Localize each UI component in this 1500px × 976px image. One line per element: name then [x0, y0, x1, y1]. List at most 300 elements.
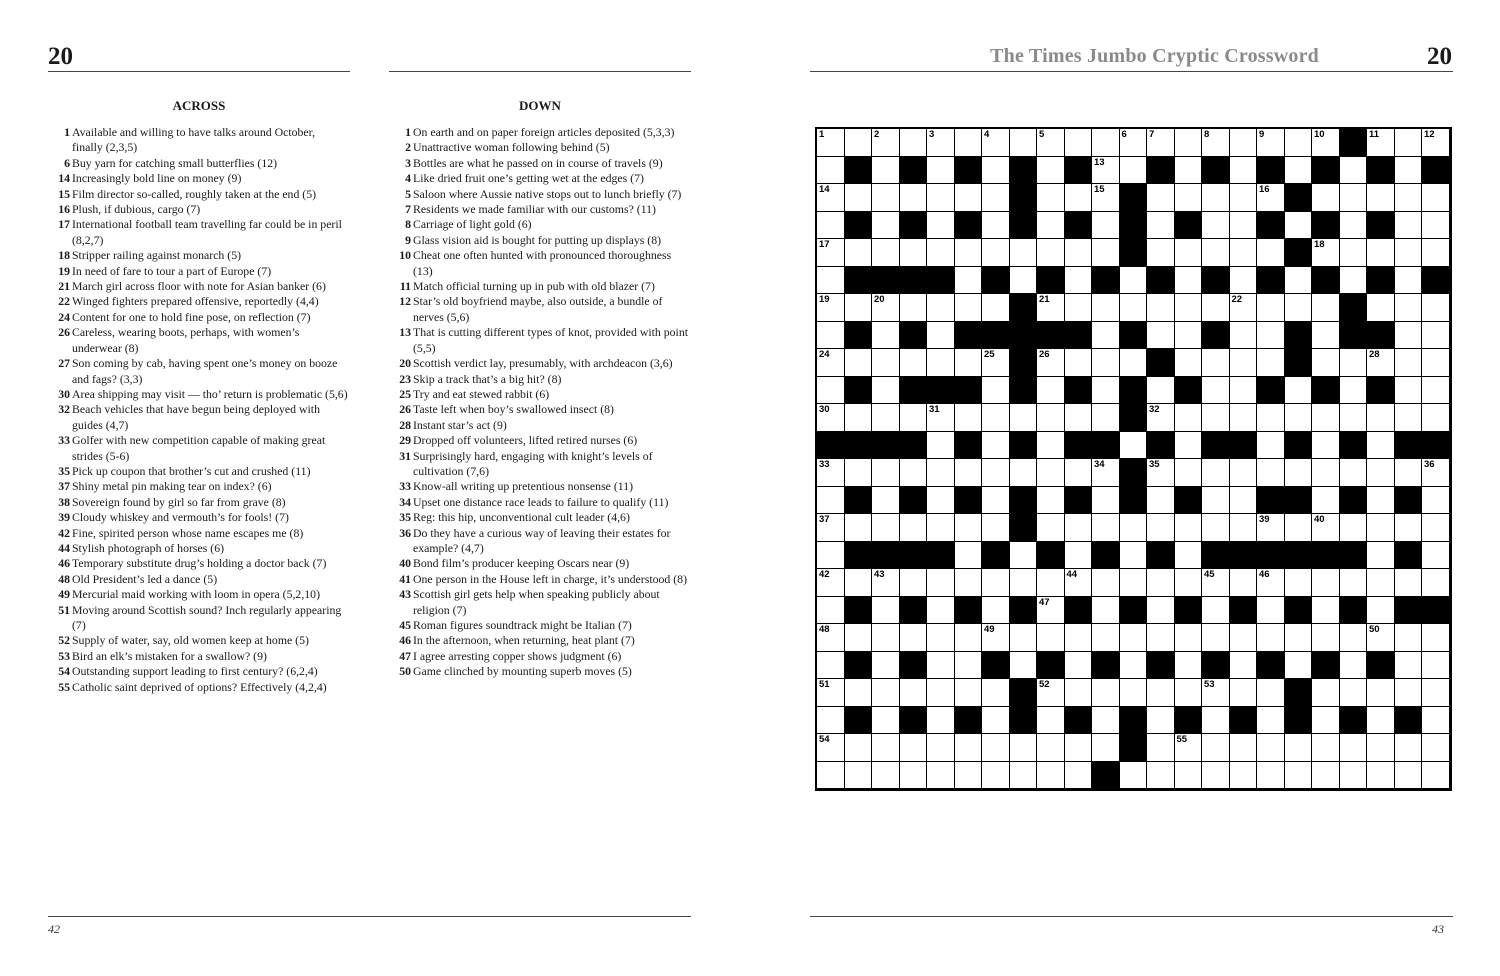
grid-cell[interactable]	[1230, 322, 1258, 350]
grid-cell[interactable]	[1395, 624, 1423, 652]
grid-cell[interactable]	[982, 404, 1010, 432]
grid-cell[interactable]	[872, 734, 900, 762]
grid-cell[interactable]	[1147, 679, 1175, 707]
grid-cell[interactable]	[872, 184, 900, 212]
grid-cell[interactable]	[1312, 322, 1340, 350]
grid-cell[interactable]	[1367, 404, 1395, 432]
grid-cell[interactable]	[982, 157, 1010, 185]
grid-cell[interactable]	[872, 514, 900, 542]
grid-cell[interactable]	[900, 459, 928, 487]
grid-cell[interactable]	[1175, 762, 1203, 790]
grid-cell[interactable]	[900, 569, 928, 597]
grid-cell[interactable]	[1340, 514, 1368, 542]
grid-cell[interactable]	[1037, 514, 1065, 542]
grid-cell[interactable]	[1422, 459, 1450, 487]
grid-cell[interactable]	[1010, 239, 1038, 267]
grid-cell[interactable]	[817, 569, 845, 597]
grid-cell[interactable]	[845, 239, 873, 267]
grid-cell[interactable]	[1312, 514, 1340, 542]
grid-cell[interactable]	[1395, 294, 1423, 322]
grid-cell[interactable]	[1285, 294, 1313, 322]
grid-cell[interactable]	[927, 707, 955, 735]
grid-cell[interactable]	[1065, 542, 1093, 570]
grid-cell[interactable]	[1202, 707, 1230, 735]
grid-cell[interactable]	[982, 762, 1010, 790]
grid-cell[interactable]	[1175, 322, 1203, 350]
grid-cell[interactable]	[1422, 542, 1450, 570]
grid-cell[interactable]	[872, 679, 900, 707]
grid-cell[interactable]	[982, 487, 1010, 515]
grid-cell[interactable]	[927, 597, 955, 625]
grid-cell[interactable]	[817, 652, 845, 680]
grid-cell[interactable]	[1395, 734, 1423, 762]
grid-cell[interactable]	[955, 294, 983, 322]
grid-cell[interactable]	[1037, 707, 1065, 735]
grid-cell[interactable]	[1230, 239, 1258, 267]
grid-cell[interactable]	[1202, 762, 1230, 790]
grid-cell[interactable]	[955, 542, 983, 570]
grid-cell[interactable]	[1010, 267, 1038, 295]
grid-cell[interactable]	[1340, 239, 1368, 267]
grid-cell[interactable]	[982, 129, 1010, 157]
grid-cell[interactable]	[1120, 157, 1148, 185]
grid-cell[interactable]	[1202, 404, 1230, 432]
grid-cell[interactable]	[1147, 129, 1175, 157]
grid-cell[interactable]	[1395, 404, 1423, 432]
grid-cell[interactable]	[1202, 294, 1230, 322]
grid-cell[interactable]	[1175, 267, 1203, 295]
grid-cell[interactable]	[1010, 652, 1038, 680]
grid-cell[interactable]	[1120, 294, 1148, 322]
grid-cell[interactable]	[845, 459, 873, 487]
grid-cell[interactable]	[1312, 184, 1340, 212]
grid-cell[interactable]	[1147, 239, 1175, 267]
grid-cell[interactable]	[1010, 569, 1038, 597]
grid-cell[interactable]	[927, 349, 955, 377]
grid-cell[interactable]	[982, 212, 1010, 240]
grid-cell[interactable]	[1175, 734, 1203, 762]
grid-cell[interactable]	[845, 679, 873, 707]
grid-cell[interactable]	[1037, 212, 1065, 240]
grid-cell[interactable]	[982, 624, 1010, 652]
grid-cell[interactable]	[1092, 184, 1120, 212]
grid-cell[interactable]	[817, 267, 845, 295]
grid-cell[interactable]	[872, 239, 900, 267]
grid-cell[interactable]	[1422, 377, 1450, 405]
grid-cell[interactable]	[1147, 322, 1175, 350]
grid-cell[interactable]	[817, 212, 845, 240]
grid-cell[interactable]	[982, 514, 1010, 542]
grid-cell[interactable]	[927, 652, 955, 680]
grid-cell[interactable]	[955, 404, 983, 432]
grid-cell[interactable]	[955, 129, 983, 157]
grid-cell[interactable]	[1202, 239, 1230, 267]
grid-cell[interactable]	[927, 679, 955, 707]
grid-cell[interactable]	[1065, 679, 1093, 707]
grid-cell[interactable]	[1422, 239, 1450, 267]
grid-cell[interactable]	[1147, 514, 1175, 542]
grid-cell[interactable]	[1422, 569, 1450, 597]
grid-cell[interactable]	[817, 294, 845, 322]
grid-cell[interactable]	[1395, 514, 1423, 542]
grid-cell[interactable]	[845, 569, 873, 597]
grid-cell[interactable]	[1340, 267, 1368, 295]
grid-cell[interactable]	[1092, 734, 1120, 762]
grid-cell[interactable]	[872, 624, 900, 652]
grid-cell[interactable]	[1065, 129, 1093, 157]
grid-cell[interactable]	[1395, 762, 1423, 790]
grid-cell[interactable]	[845, 349, 873, 377]
grid-cell[interactable]	[817, 542, 845, 570]
grid-cell[interactable]	[1092, 679, 1120, 707]
grid-cell[interactable]	[817, 377, 845, 405]
grid-cell[interactable]	[1395, 239, 1423, 267]
grid-cell[interactable]	[1175, 129, 1203, 157]
grid-cell[interactable]	[1285, 404, 1313, 432]
grid-cell[interactable]	[927, 129, 955, 157]
grid-cell[interactable]	[1340, 349, 1368, 377]
grid-cell[interactable]	[1312, 432, 1340, 460]
grid-cell[interactable]	[955, 514, 983, 542]
grid-cell[interactable]	[1395, 569, 1423, 597]
grid-cell[interactable]	[1422, 294, 1450, 322]
grid-cell[interactable]	[1422, 652, 1450, 680]
grid-cell[interactable]	[1065, 267, 1093, 295]
grid-cell[interactable]	[1340, 212, 1368, 240]
grid-cell[interactable]	[927, 404, 955, 432]
grid-cell[interactable]	[1395, 157, 1423, 185]
grid-cell[interactable]	[1230, 652, 1258, 680]
grid-cell[interactable]	[1037, 349, 1065, 377]
grid-cell[interactable]	[1395, 679, 1423, 707]
grid-cell[interactable]	[1340, 184, 1368, 212]
grid-cell[interactable]	[1147, 569, 1175, 597]
grid-cell[interactable]	[900, 294, 928, 322]
grid-cell[interactable]	[1202, 679, 1230, 707]
grid-cell[interactable]	[1147, 459, 1175, 487]
grid-cell[interactable]	[1257, 569, 1285, 597]
grid-cell[interactable]	[1120, 129, 1148, 157]
grid-cell[interactable]	[872, 569, 900, 597]
grid-cell[interactable]	[1037, 459, 1065, 487]
grid-cell[interactable]	[1367, 597, 1395, 625]
grid-cell[interactable]	[1312, 129, 1340, 157]
grid-cell[interactable]	[1202, 349, 1230, 377]
grid-cell[interactable]	[1285, 624, 1313, 652]
grid-cell[interactable]	[817, 707, 845, 735]
grid-cell[interactable]	[927, 294, 955, 322]
grid-cell[interactable]	[1367, 734, 1395, 762]
grid-cell[interactable]	[1422, 707, 1450, 735]
grid-cell[interactable]	[955, 184, 983, 212]
grid-cell[interactable]	[955, 349, 983, 377]
grid-cell[interactable]	[955, 267, 983, 295]
grid-cell[interactable]	[845, 294, 873, 322]
grid-cell[interactable]	[1010, 542, 1038, 570]
grid-cell[interactable]	[1285, 377, 1313, 405]
grid-cell[interactable]	[1037, 624, 1065, 652]
grid-cell[interactable]	[1367, 762, 1395, 790]
grid-cell[interactable]	[900, 762, 928, 790]
grid-cell[interactable]	[1257, 762, 1285, 790]
grid-cell[interactable]	[1230, 129, 1258, 157]
grid-cell[interactable]	[872, 652, 900, 680]
grid-cell[interactable]	[982, 184, 1010, 212]
grid-cell[interactable]	[1422, 322, 1450, 350]
grid-cell[interactable]	[900, 184, 928, 212]
grid-cell[interactable]	[1422, 184, 1450, 212]
grid-cell[interactable]	[1037, 157, 1065, 185]
grid-cell[interactable]	[1092, 294, 1120, 322]
grid-cell[interactable]	[900, 514, 928, 542]
grid-cell[interactable]	[817, 597, 845, 625]
grid-cell[interactable]	[927, 157, 955, 185]
grid-cell[interactable]	[927, 624, 955, 652]
grid-cell[interactable]	[817, 239, 845, 267]
grid-cell[interactable]	[1092, 487, 1120, 515]
grid-cell[interactable]	[1202, 624, 1230, 652]
grid-cell[interactable]	[1312, 734, 1340, 762]
grid-cell[interactable]	[817, 514, 845, 542]
grid-cell[interactable]	[1312, 349, 1340, 377]
grid-cell[interactable]	[1092, 322, 1120, 350]
grid-cell[interactable]	[1395, 212, 1423, 240]
grid-cell[interactable]	[1312, 624, 1340, 652]
grid-cell[interactable]	[900, 734, 928, 762]
grid-cell[interactable]	[1395, 377, 1423, 405]
grid-cell[interactable]	[1230, 157, 1258, 185]
grid-cell[interactable]	[817, 157, 845, 185]
grid-cell[interactable]	[982, 432, 1010, 460]
grid-cell[interactable]	[1312, 239, 1340, 267]
grid-cell[interactable]	[1230, 624, 1258, 652]
grid-cell[interactable]	[1367, 349, 1395, 377]
grid-cell[interactable]	[927, 184, 955, 212]
grid-cell[interactable]	[1395, 267, 1423, 295]
grid-cell[interactable]	[1367, 432, 1395, 460]
grid-cell[interactable]	[1120, 514, 1148, 542]
grid-cell[interactable]	[872, 322, 900, 350]
grid-cell[interactable]	[1257, 707, 1285, 735]
grid-cell[interactable]	[817, 459, 845, 487]
grid-cell[interactable]	[982, 679, 1010, 707]
grid-cell[interactable]	[1175, 624, 1203, 652]
grid-cell[interactable]	[1367, 459, 1395, 487]
grid-cell[interactable]	[1120, 679, 1148, 707]
grid-cell[interactable]	[1092, 404, 1120, 432]
grid-cell[interactable]	[1285, 514, 1313, 542]
grid-cell[interactable]	[1037, 432, 1065, 460]
grid-cell[interactable]	[927, 734, 955, 762]
grid-cell[interactable]	[1422, 679, 1450, 707]
grid-cell[interactable]	[1202, 377, 1230, 405]
grid-cell[interactable]	[1175, 349, 1203, 377]
grid-cell[interactable]	[1065, 514, 1093, 542]
grid-cell[interactable]	[845, 404, 873, 432]
grid-cell[interactable]	[1037, 377, 1065, 405]
grid-cell[interactable]	[1285, 652, 1313, 680]
grid-cell[interactable]	[1202, 129, 1230, 157]
grid-cell[interactable]	[927, 514, 955, 542]
grid-cell[interactable]	[982, 294, 1010, 322]
grid-cell[interactable]	[1230, 514, 1258, 542]
grid-cell[interactable]	[1092, 707, 1120, 735]
grid-cell[interactable]	[1202, 459, 1230, 487]
grid-cell[interactable]	[1010, 734, 1038, 762]
grid-cell[interactable]	[982, 597, 1010, 625]
grid-cell[interactable]	[1065, 652, 1093, 680]
grid-cell[interactable]	[1340, 157, 1368, 185]
grid-cell[interactable]	[900, 349, 928, 377]
grid-cell[interactable]	[1257, 294, 1285, 322]
grid-cell[interactable]	[1065, 762, 1093, 790]
grid-cell[interactable]	[927, 459, 955, 487]
grid-cell[interactable]	[1340, 377, 1368, 405]
grid-cell[interactable]	[1367, 294, 1395, 322]
grid-cell[interactable]	[1092, 459, 1120, 487]
grid-cell[interactable]	[1175, 239, 1203, 267]
grid-cell[interactable]	[1175, 542, 1203, 570]
grid-cell[interactable]	[817, 404, 845, 432]
grid-cell[interactable]	[1257, 734, 1285, 762]
grid-cell[interactable]	[845, 184, 873, 212]
grid-cell[interactable]	[1175, 679, 1203, 707]
grid-cell[interactable]	[1120, 569, 1148, 597]
grid-cell[interactable]	[1037, 404, 1065, 432]
grid-cell[interactable]	[982, 377, 1010, 405]
grid-cell[interactable]	[1120, 652, 1148, 680]
grid-cell[interactable]	[1147, 294, 1175, 322]
grid-cell[interactable]	[955, 459, 983, 487]
grid-cell[interactable]	[1175, 459, 1203, 487]
grid-cell[interactable]	[1312, 487, 1340, 515]
grid-cell[interactable]	[872, 459, 900, 487]
grid-cell[interactable]	[1147, 624, 1175, 652]
grid-cell[interactable]	[1230, 184, 1258, 212]
grid-cell[interactable]	[927, 322, 955, 350]
grid-cell[interactable]	[1010, 404, 1038, 432]
grid-cell[interactable]	[1230, 349, 1258, 377]
grid-cell[interactable]	[1147, 762, 1175, 790]
grid-cell[interactable]	[1065, 459, 1093, 487]
grid-cell[interactable]	[817, 624, 845, 652]
grid-cell[interactable]	[1422, 487, 1450, 515]
grid-cell[interactable]	[817, 487, 845, 515]
grid-cell[interactable]	[1422, 404, 1450, 432]
grid-cell[interactable]	[1395, 349, 1423, 377]
grid-cell[interactable]	[1037, 569, 1065, 597]
grid-cell[interactable]	[1065, 239, 1093, 267]
grid-cell[interactable]	[1147, 734, 1175, 762]
grid-cell[interactable]	[1175, 184, 1203, 212]
grid-cell[interactable]	[927, 569, 955, 597]
grid-cell[interactable]	[927, 239, 955, 267]
grid-cell[interactable]	[1257, 404, 1285, 432]
grid-cell[interactable]	[872, 404, 900, 432]
grid-cell[interactable]	[1257, 679, 1285, 707]
grid-cell[interactable]	[955, 734, 983, 762]
grid-cell[interactable]	[872, 377, 900, 405]
grid-cell[interactable]	[872, 762, 900, 790]
grid-cell[interactable]	[1037, 734, 1065, 762]
grid-cell[interactable]	[1230, 762, 1258, 790]
grid-cell[interactable]	[872, 212, 900, 240]
grid-cell[interactable]	[927, 212, 955, 240]
grid-cell[interactable]	[1202, 597, 1230, 625]
grid-cell[interactable]	[1230, 487, 1258, 515]
grid-cell[interactable]	[1312, 762, 1340, 790]
grid-cell[interactable]	[1340, 652, 1368, 680]
grid-cell[interactable]	[1230, 404, 1258, 432]
grid-cell[interactable]	[1065, 294, 1093, 322]
grid-cell[interactable]	[1092, 624, 1120, 652]
grid-cell[interactable]	[1367, 679, 1395, 707]
grid-cell[interactable]	[900, 624, 928, 652]
grid-cell[interactable]	[1312, 707, 1340, 735]
grid-cell[interactable]	[1257, 432, 1285, 460]
grid-cell[interactable]	[1202, 734, 1230, 762]
grid-cell[interactable]	[1230, 459, 1258, 487]
grid-cell[interactable]	[1422, 734, 1450, 762]
grid-cell[interactable]	[982, 707, 1010, 735]
grid-cell[interactable]	[872, 487, 900, 515]
grid-cell[interactable]	[1092, 212, 1120, 240]
grid-cell[interactable]	[1257, 184, 1285, 212]
grid-cell[interactable]	[1120, 349, 1148, 377]
grid-cell[interactable]	[1312, 679, 1340, 707]
grid-cell[interactable]	[1285, 734, 1313, 762]
grid-cell[interactable]	[872, 294, 900, 322]
grid-cell[interactable]	[1147, 404, 1175, 432]
grid-cell[interactable]	[1147, 184, 1175, 212]
grid-cell[interactable]	[1230, 377, 1258, 405]
grid-cell[interactable]	[1092, 239, 1120, 267]
grid-cell[interactable]	[982, 569, 1010, 597]
grid-cell[interactable]	[1092, 349, 1120, 377]
grid-cell[interactable]	[1340, 734, 1368, 762]
grid-cell[interactable]	[1340, 679, 1368, 707]
grid-cell[interactable]	[1230, 734, 1258, 762]
grid-cell[interactable]	[1092, 129, 1120, 157]
grid-cell[interactable]	[1422, 129, 1450, 157]
grid-cell[interactable]	[1312, 404, 1340, 432]
grid-cell[interactable]	[1037, 762, 1065, 790]
grid-cell[interactable]	[1257, 349, 1285, 377]
grid-cell[interactable]	[817, 349, 845, 377]
grid-cell[interactable]	[817, 762, 845, 790]
grid-cell[interactable]	[817, 322, 845, 350]
grid-cell[interactable]	[1092, 597, 1120, 625]
grid-cell[interactable]	[1092, 514, 1120, 542]
grid-cell[interactable]	[1422, 514, 1450, 542]
grid-cell[interactable]	[1257, 239, 1285, 267]
grid-cell[interactable]	[1010, 129, 1038, 157]
grid-cell[interactable]	[1120, 762, 1148, 790]
grid-cell[interactable]	[1065, 624, 1093, 652]
grid-cell[interactable]	[927, 762, 955, 790]
grid-cell[interactable]	[1285, 762, 1313, 790]
grid-cell[interactable]	[872, 597, 900, 625]
grid-cell[interactable]	[1202, 569, 1230, 597]
grid-cell[interactable]	[1367, 624, 1395, 652]
grid-cell[interactable]	[1037, 597, 1065, 625]
grid-cell[interactable]	[982, 734, 1010, 762]
grid-cell[interactable]	[1367, 184, 1395, 212]
grid-cell[interactable]	[1395, 652, 1423, 680]
grid-cell[interactable]	[1175, 157, 1203, 185]
grid-cell[interactable]	[1340, 459, 1368, 487]
grid-cell[interactable]	[1065, 734, 1093, 762]
